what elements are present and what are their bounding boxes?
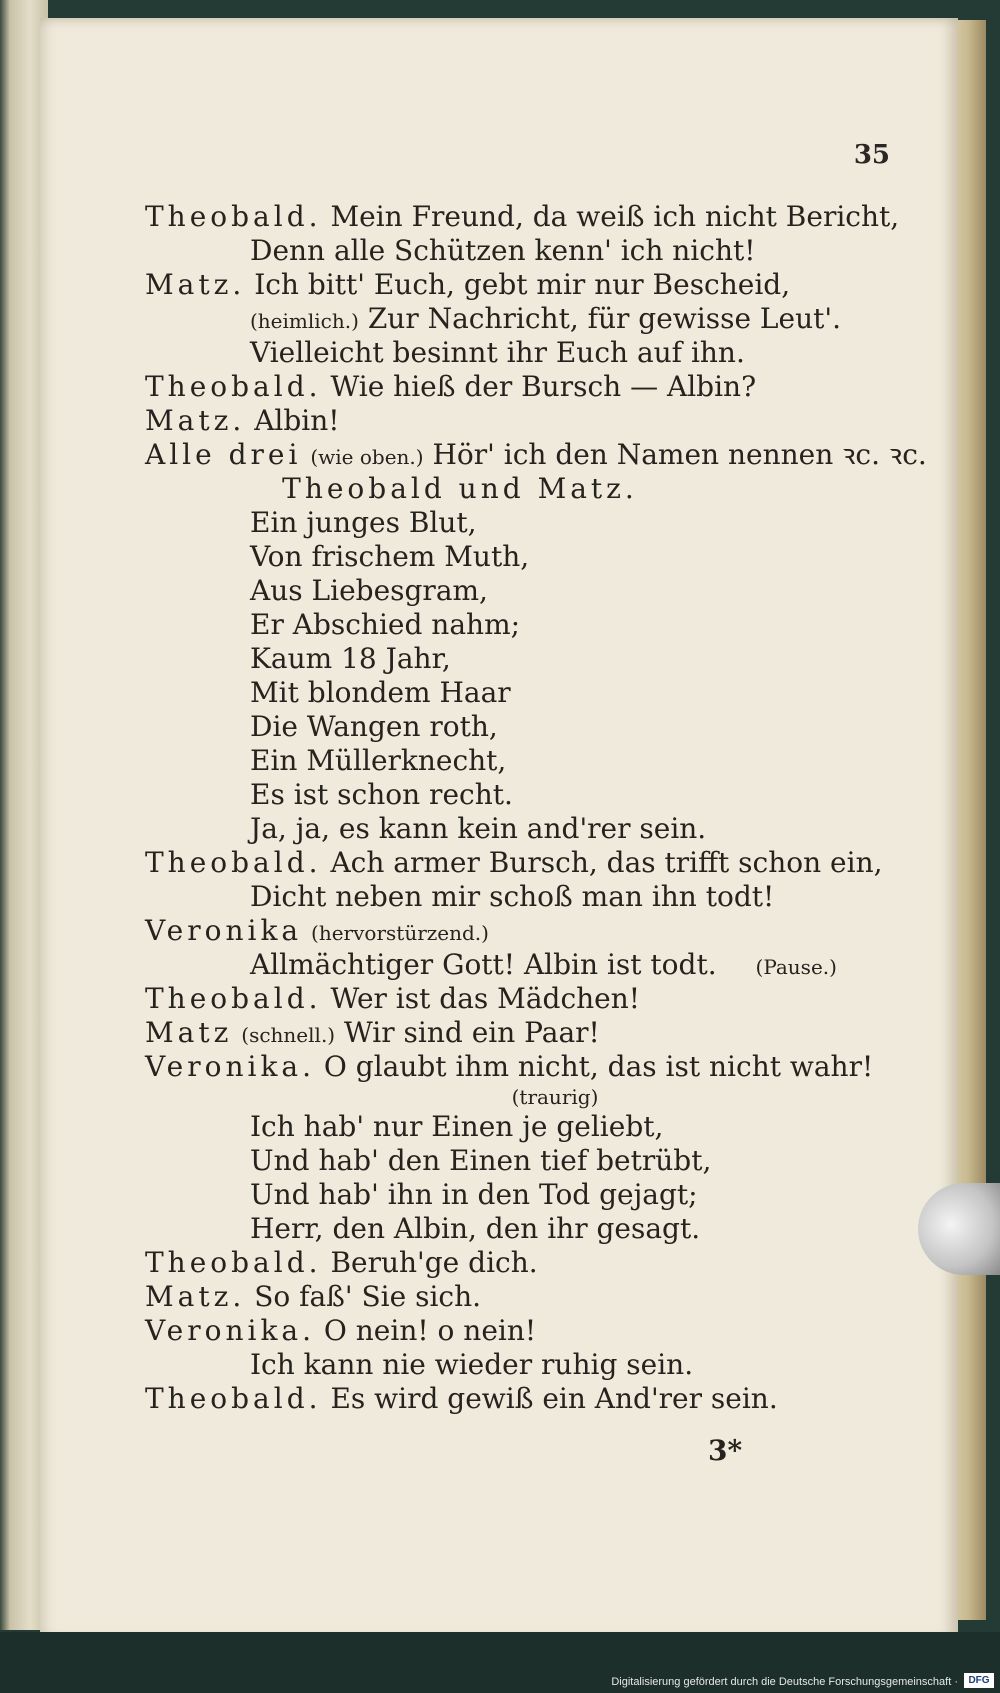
text-line [145,506,905,540]
verse-text: Hör' ich den Namen nennen ꝛc. ꝛc. [432,438,927,471]
text-line [145,710,905,744]
text-line [145,676,905,710]
text-line [145,812,905,846]
speaker-name: Theobald. [145,982,322,1015]
verse-text: Es ist schon recht. [250,778,513,811]
verse-text: Mein Freund, da weiß ich nicht Bericht, [330,200,900,233]
verse-text: Kaum 18 Jahr, [250,642,451,675]
verse-text: Vielleicht besinnt ihr Euch auf ihn. [250,336,745,369]
verse-text: Allmächtiger Gott! Albin ist todt. [250,948,717,981]
verse-text: Ich kann nie wieder ruhig sein. [250,1348,694,1381]
text-line [145,1246,905,1280]
verse-text: Ein junges Blut, [250,506,477,539]
verse-text: Zur Nachricht, für gewisse Leut'. [367,302,841,335]
verse-text: Er Abschied nahm; [250,608,521,641]
text-line [145,608,905,642]
text-line [145,370,905,404]
speaker-name: Theobald. [145,200,322,233]
speaker-name: Matz. [145,268,246,301]
verse-text: Dicht neben mir schoß man ihn todt! [250,880,775,913]
speaker-name: Theobald. [145,1382,322,1415]
speaker-name: Matz. [145,1280,246,1313]
stage-direction: (Pause.) [755,955,837,979]
text-line [145,268,905,302]
text-line [145,1280,905,1314]
page-clip [918,1183,1000,1275]
speaker-name: Theobald. [145,370,322,403]
verse-text: Ja, ja, es kann kein and'rer sein. [250,812,707,845]
text-line [145,1016,905,1050]
verse-text: Und hab' den Einen tief betrübt, [250,1144,712,1177]
play-text [145,200,927,1416]
verse-text: Beruh'ge dich. [330,1246,538,1279]
speaker-name: Alle drei [145,438,302,471]
text-line [145,1212,905,1246]
verse-text: Wir sind ein Paar! [344,1016,600,1049]
text-line [145,778,905,812]
page-number: 35 [853,140,890,170]
verse-text: Von frischem Muth, [250,540,530,573]
text-line [145,234,905,268]
text-line [145,1084,905,1110]
text-line [145,574,905,608]
verse-text: Und hab' ihn in den Tod gejagt; [250,1178,698,1211]
text-line [145,880,905,914]
text-line [145,948,905,982]
verse-text: Wer ist das Mädchen! [330,982,641,1015]
verse-text: Ein Müllerknecht, [250,744,507,777]
text-line [145,1110,905,1144]
speaker-name: Veronika [145,914,303,947]
stage-direction: (schnell.) [241,1023,336,1047]
verse-text: Die Wangen roth, [250,710,498,743]
verse-text: Ich bitt' Euch, gebt mir nur Bescheid, [254,268,791,301]
text-line [145,336,905,370]
text-line [145,540,905,574]
verse-text: O glaubt ihm nicht, das ist nicht wahr! [323,1050,874,1083]
stage-direction: (hervorstürzend.) [311,921,489,945]
stage-direction: (wie oben.) [310,445,424,469]
text-line [145,1144,905,1178]
speaker-name: Matz. [145,404,246,437]
verse-text: Ich hab' nur Einen je geliebt, [250,1110,664,1143]
text-line [145,642,905,676]
text-line [145,404,905,438]
text-line [145,914,905,948]
stage-direction: (traurig) [511,1085,599,1109]
text-line [145,1382,905,1416]
speaker-name: Veronika. [145,1314,316,1347]
text-line [145,982,905,1016]
verse-text: Denn alle Schützen kenn' ich nicht! [250,234,756,267]
text-line [145,744,905,778]
text-line [145,438,927,472]
verse-text: Aus Liebesgram, [250,574,488,607]
text-line [145,846,905,880]
speaker-name: Veronika. [145,1050,316,1083]
verse-text: Es wird gewiß ein And'rer sein. [330,1382,778,1415]
verse-text: Ach armer Bursch, das trifft schon ein, [330,846,883,879]
signature-mark: 3* [708,1434,743,1467]
speaker-name: Theobald. [145,846,322,879]
text-line [145,1050,905,1084]
text-line [145,472,905,506]
verse-text: Wie hieß der Bursch — Albin? [330,370,757,403]
verse-text: Albin! [254,404,340,437]
verse-text: Herr, den Albin, den ihr gesagt. [250,1212,701,1245]
text-line [145,1178,905,1212]
section-heading: Theobald und Matz. [282,472,638,505]
verse-text: So faß' Sie sich. [254,1280,482,1313]
stage-direction: (heimlich.) [250,309,359,333]
speaker-name: Matz [145,1016,233,1049]
verse-text: O nein! o nein! [323,1314,537,1347]
speaker-name: Theobald. [145,1246,322,1279]
verse-text: Mit blondem Haar [250,676,511,709]
text-line [145,302,905,336]
text-line [145,200,905,234]
text-line [145,1314,905,1348]
text-line [145,1348,905,1382]
digitization-credit: Digitalisierung gefördert durch die Deutsche Forschungsgemeinschaft · [611,1676,958,1688]
dfg-logo: DFG [964,1673,994,1688]
